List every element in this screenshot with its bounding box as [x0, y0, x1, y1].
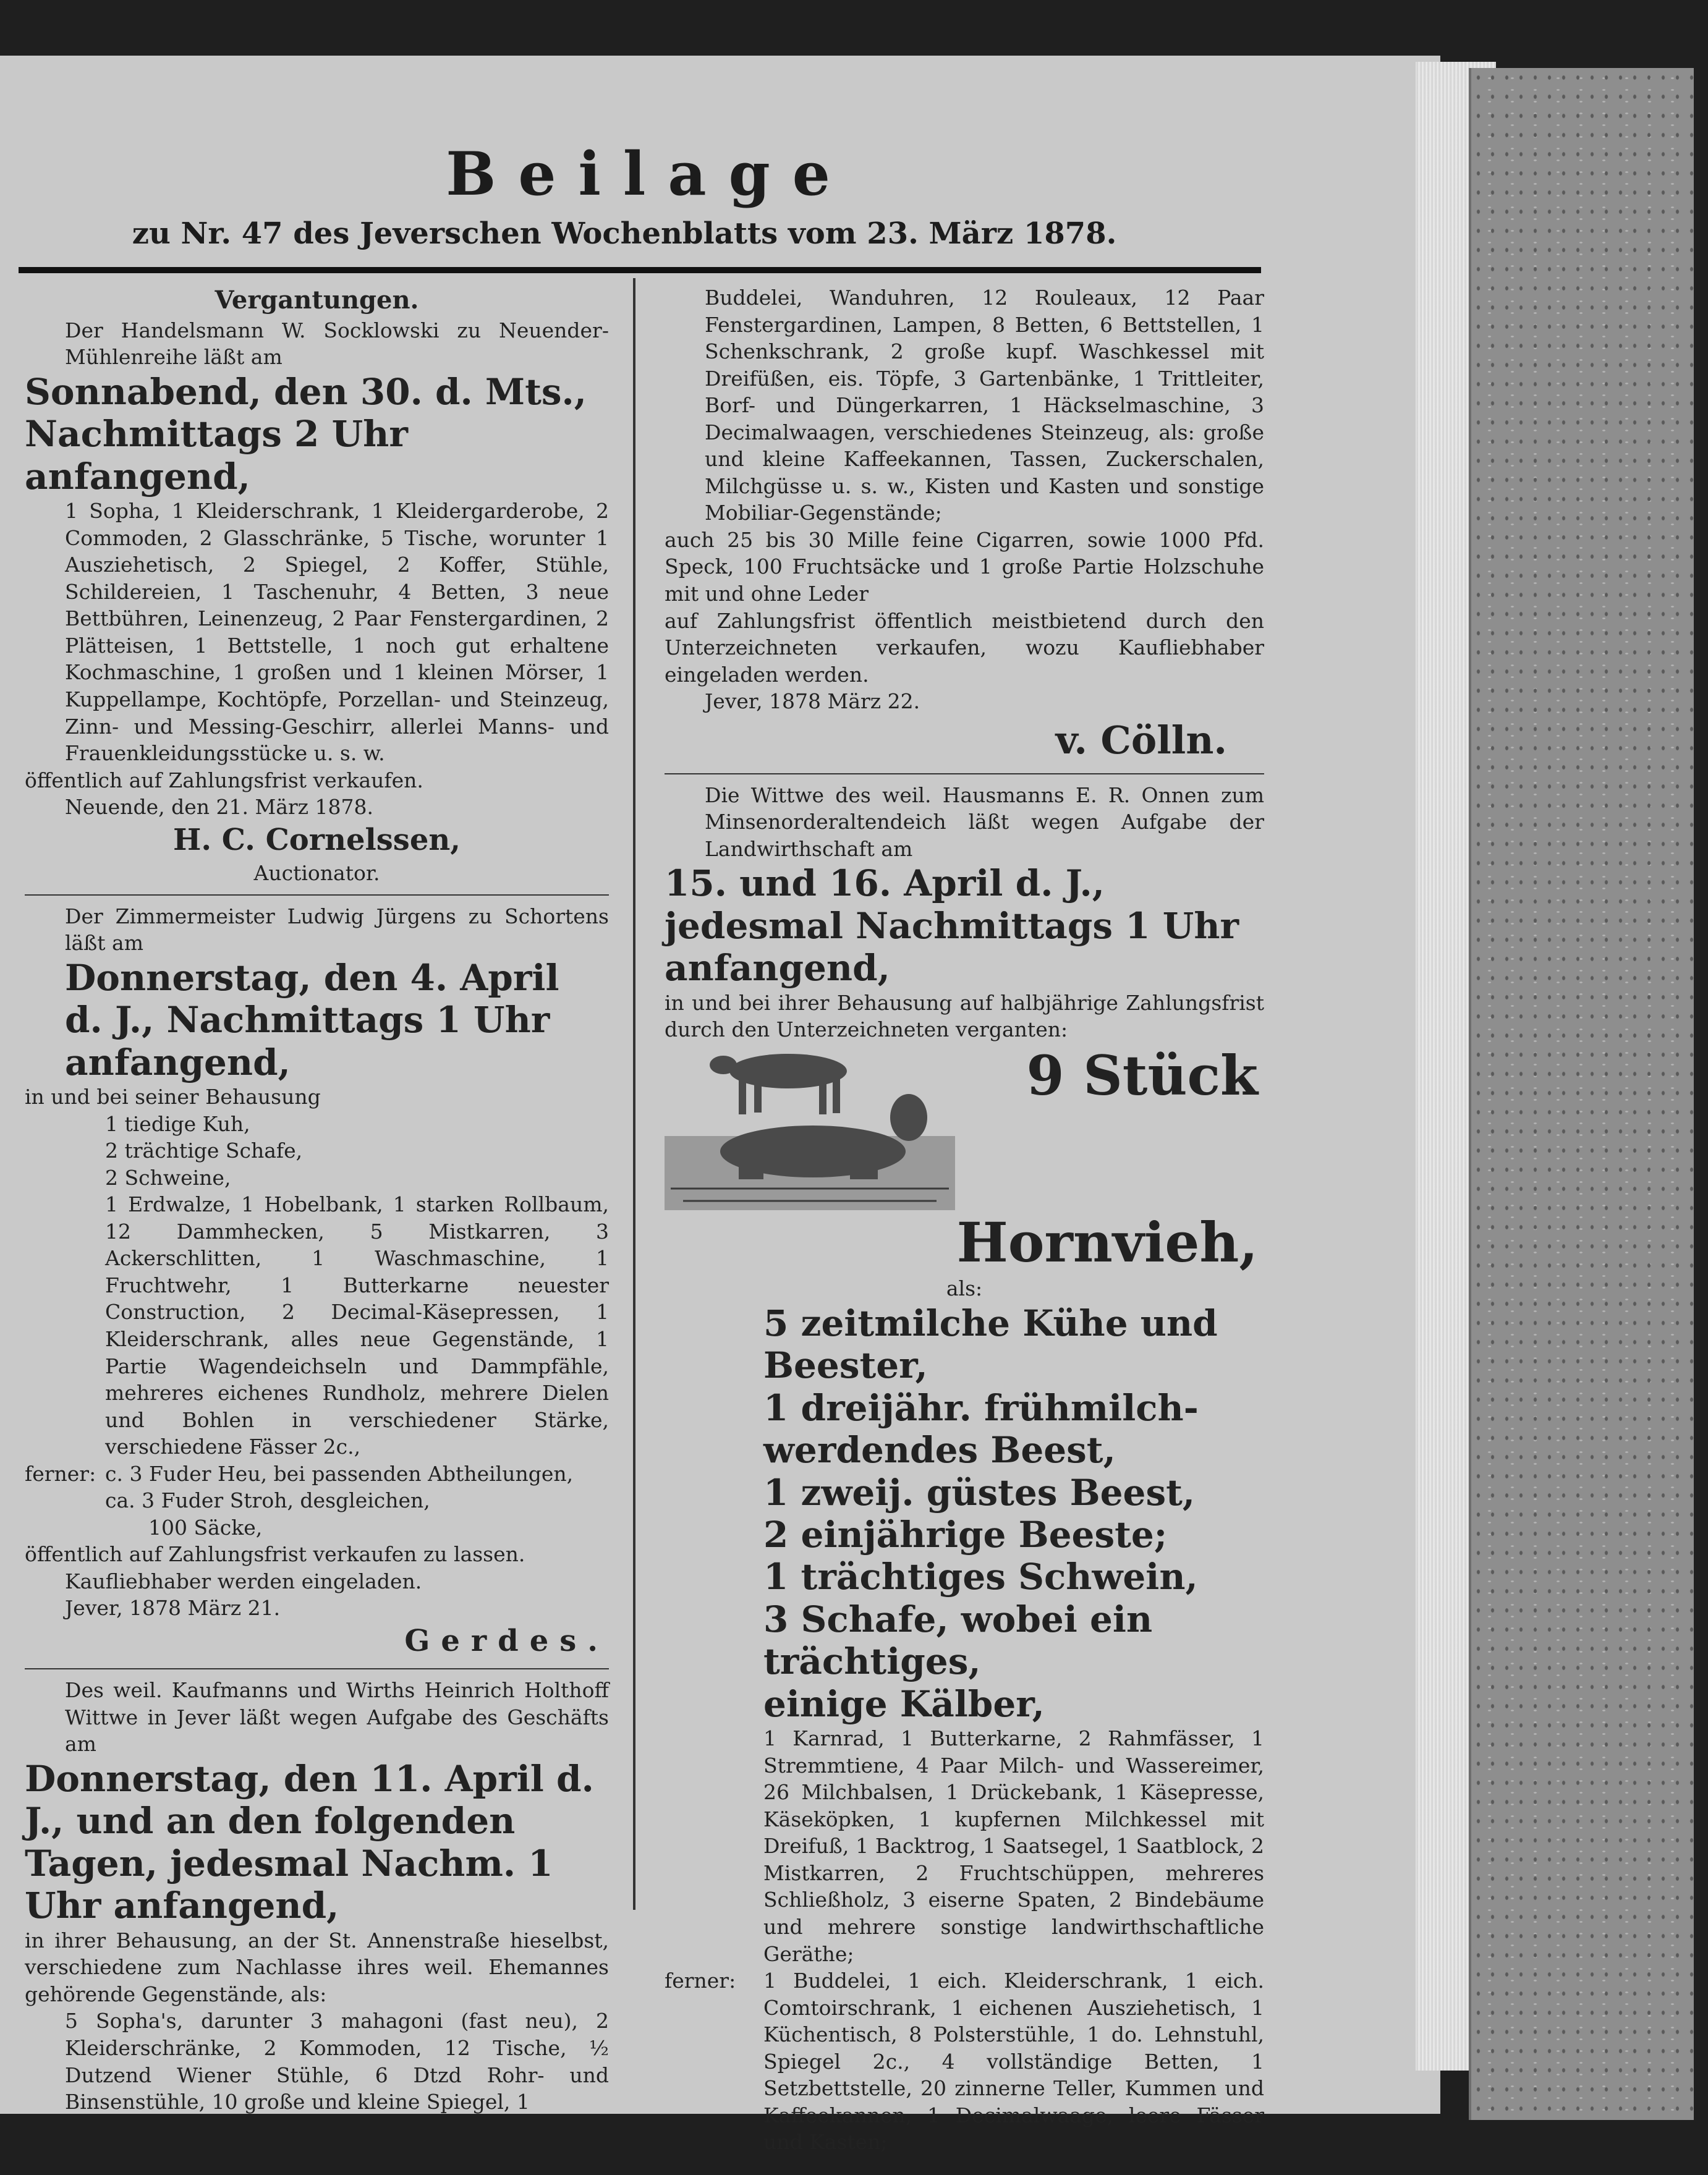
- ad2-ferner: [25, 1461, 609, 1541]
- livestock-item: 3 Schafe, wobei ein trächtiges,: [763, 1598, 1153, 1683]
- livestock-item: 1 zweij. güstes Beest,: [763, 1471, 1196, 1514]
- page-subtitle: zu Nr. 47 des Jeverschen Wochenblatts vom 23. März 1878.: [132, 216, 1117, 251]
- page-title: Beilage: [446, 139, 852, 209]
- ad2-signature: Gerdes.: [404, 1624, 609, 1659]
- ad1-role: Auctionator.: [253, 861, 380, 886]
- ad4-date: 15. und 16. April d. J., jedesmal Nachmittags 1 Uhr anfangend,: [665, 862, 1239, 990]
- ad1-items: 1 Sopha, 1 Kleiderschrank, 1 Kleidergarderobe, 2 Commoden, 2 Glasschränke, 5 Tische, worunter 1 Ausziehetisch, 2 Spiegel, 2 Koffer, Stühle, Schildereien, 1 Taschenuhr, 4 Betten, 3 neue Bettbühren, Leinenzeug, 2 Paar Fenstergardinen, 2 Plätteisen, 1 Bettstelle, 1 noch gut erhaltene Kochmaschine, 1 großen und 1 kleinen Mörser, 1 Kuppellampe, Kochtöpfe, Porzellan- und Steinzeug, Zinn- und Messing-Geschirr, allerlei Manns- und Frauenkleidungsstücke u. s. w.: [65, 499, 609, 766]
- ad3-cont-also: auch 25 bis 30 Mille feine Cigarren, sowie 1000 Pfd. Speck, 100 Fruchtsäcke und 1 große Partie Holzschuhe mit und ohne Leder: [665, 527, 1264, 606]
- ad2-ferner-item: ca. 3 Fuder Stroh, desgleichen,: [105, 1488, 430, 1513]
- ad3-cont-sale: auf Zahlungsfrist öffentlich meistbietend durch den Unterzeichneten verkaufen, wozu Kaufliebhaber eingeladen werden.: [665, 608, 1264, 687]
- ad3-cont-items: Buddelei, Wanduhren, 12 Rouleaux, 12 Paar Fenstergardinen, Lampen, 8 Betten, 6 Bettstellen, 1 Schenkschrank, 2 große kupf. Waschkessel mit Dreifüßen, eis. Töpfe, 3 Gartenbänke, 1 Trittleiter, Borf- und Düngerkarren, 1 Häckselmaschine, 3 Decimalwaagen, verschiedenes Steinzeug, als: große und kleine Kaffeekannen, Tassen, Zuckerschalen, Milchgüsse u. s. w., Kisten und Kasten und sonstige Mobiliar-Gegenstände;: [705, 286, 1264, 525]
- livestock-item: 5 zeitmilche Kühe und Beester,: [763, 1302, 1218, 1387]
- ad-divider: [25, 894, 609, 896]
- ad3-cont-signature: v. Cölln.: [1055, 717, 1227, 763]
- ad2-place-date: Jever, 1878 März 21.: [65, 1596, 281, 1621]
- ad1-place-date: Neuende, den 21. März 1878.: [65, 795, 374, 820]
- ad2-ferner-label: ferner:: [25, 1461, 96, 1486]
- left-column: [25, 284, 609, 2116]
- ad4-ferner-items: 1 Buddelei, 1 eich. Kleiderschrank, 1 eich. Comtoirschrank, 1 eichenen Ausziehetisch, 1 Küchentisch, 8 Polsterstühle, 1 do. Lehnstuhl, Spiegel 2c., 4 vollständige Betten, 1 Setzbettstelle, 20 zinnerne Teller, Kummen und Kaffeekannen, 1 Decimalwaage, leere Fässer und Kasten;: [763, 1969, 1264, 2155]
- ad4-ferner: [665, 1967, 1264, 2156]
- ad-divider: [665, 773, 1264, 774]
- ad4-ferner-label: ferner:: [665, 1969, 736, 1993]
- header-rule: [19, 267, 1261, 273]
- ad1-date: Sonnabend, den 30. d. Mts.,: [25, 370, 587, 413]
- ad2-animal: 1 tiedige Kuh,: [105, 1111, 250, 1136]
- stock-count: 9 Stück: [1026, 1043, 1258, 1108]
- column-separator: [633, 278, 635, 1910]
- ad3-cont-place-date: Jever, 1878 März 22.: [705, 689, 920, 714]
- ad2-ferner-item: c. 3 Fuder Heu, bei passenden Abtheilungen,: [105, 1461, 574, 1486]
- ad4-als: als:: [946, 1276, 983, 1301]
- ad1-intro: Der Handelsmann W. Socklowski zu Neuender-Mühlenreihe läßt am: [65, 318, 609, 370]
- ad2-ferner-item: 100 Säcke,: [148, 1515, 263, 1540]
- ad1-time: Nachmittags 2 Uhr anfangend,: [25, 413, 408, 498]
- ad1-sale: öffentlich auf Zahlungsfrist verkaufen.: [25, 768, 423, 792]
- ad2-items: 1 Erdwalze, 1 Hobelbank, 1 starken Rollbaum, 12 Dammhecken, 5 Mistkarren, 3 Ackerschlitten, 1 Waschmaschine, 1 Fruchtwehr, 1 Butterkarne neuester Construction, 2 Decimal-Käsepressen, 1 Kleiderschrank, alles neue Gegenstände, 1 Partie Wagendeichseln und Dammpfähle, mehreres eichenes Rundholz, mehrere Dielen und Bohlen in verschiedener Stärke, verschiedene Fässer 2c.,: [105, 1192, 609, 1459]
- ad3-date: Donnerstag, den 11. April d. J., und an den folgenden Tagen, jedesmal Nachm. 1 Uhr anfangend,: [25, 1758, 594, 1927]
- ad-divider: [25, 1668, 609, 1669]
- ad4-items: 1 Karnrad, 1 Butterkarne, 2 Rahmfässer, 1 Stremmtiene, 4 Paar Milch- und Wassereimer, 26 Milchbalsen, 1 Drückebank, 1 Käsepresse, Käseköpken, 1 kupfernen Milchkessel mit Dreifuß, 1 Backtrog, 1 Saatsegel, 1 Saatblock, 2 Mistkarren, 2 Fruchtschüppen, mehreres Schließholz, 3 eiserne Spaten, 2 Bindebäume und mehrere sonstige landwirthschaftliche Geräthe;: [763, 1726, 1264, 1966]
- stock-name: Hornvieh,: [956, 1210, 1258, 1274]
- ad2-invite: Kaufliebhaber werden eingeladen.: [65, 1569, 422, 1593]
- livestock-item: einige Kälber,: [763, 1682, 1045, 1725]
- ad2-location: in und bei seiner Behausung: [25, 1085, 321, 1109]
- book-cover: [1471, 68, 1694, 2120]
- livestock-item: 1 trächtiges Schwein,: [763, 1556, 1198, 1598]
- ad3-intro: Des weil. Kaufmanns und Wirths Heinrich Holthoff Wittwe in Jever läßt wegen Aufgabe des Geschäfts am: [65, 1678, 609, 1757]
- right-column: [665, 284, 1264, 2156]
- ad2-intro: Der Zimmermeister Ludwig Jürgens zu Schortens läßt am: [65, 904, 609, 956]
- section-heading: Vergantungen.: [215, 286, 419, 315]
- ad3-location: in ihrer Behausung, an der St. Annenstraße hieselbst, verschiedene zum Nachlasse ihres weil. Ehemannes gehörende Gegenstände, als:: [25, 1928, 609, 2006]
- ad2-sale: öffentlich auf Zahlungsfrist verkaufen zu lassen.: [25, 1542, 525, 1567]
- ad2-animal: 2 trächtige Schafe,: [105, 1138, 303, 1163]
- livestock-section: [665, 1043, 1264, 1276]
- cattle-illustration: [665, 1043, 955, 1210]
- ad2-animal: 2 Schweine,: [105, 1165, 231, 1190]
- ad3-items: 5 Sopha's, darunter 3 mahagoni (fast neu), 2 Kleiderschränke, 2 Kommoden, 12 Tische, ½ Dutzend Wiener Stühle, 6 Dtzd Rohr- und Binsenstühle, 10 große und kleine Spiegel, 1: [65, 2009, 609, 2114]
- livestock-item: 1 dreijähr. frühmilch-werdendes Beest,: [763, 1386, 1199, 1472]
- livestock-item: 2 einjährige Beeste;: [763, 1513, 1168, 1556]
- ad1-signature: H. C. Cornelssen,: [173, 822, 461, 857]
- ad4-intro: Die Wittwe des weil. Hausmanns E. R. Onnen zum Minsenorderaltendeich läßt wegen Aufgabe der Landwirthschaft am: [705, 782, 1264, 861]
- livestock-list: [665, 1302, 1264, 1725]
- ad2-date: Donnerstag, den 4. April d. J., Nachmittags 1 Uhr anfangend,: [65, 956, 559, 1083]
- ad4-location: in und bei ihrer Behausung auf halbjährige Zahlungsfrist durch den Unterzeichneten verganten:: [665, 990, 1264, 1042]
